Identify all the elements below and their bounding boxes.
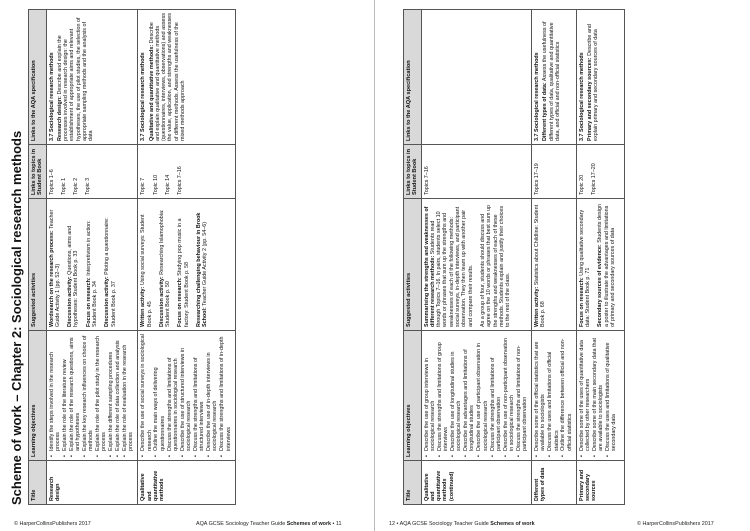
page-number-right: 12 • xyxy=(389,521,399,527)
activities-cell xyxy=(421,199,532,331)
topics-cell xyxy=(46,145,138,199)
spec-cell xyxy=(46,10,138,145)
spec-subheading: Research design: xyxy=(56,96,63,141)
activity-label: Discussion activity: xyxy=(67,276,74,327)
table-body-left xyxy=(46,10,235,505)
topic-link: Topics 17–20 xyxy=(590,163,597,195)
table-body-right xyxy=(421,10,625,505)
spec-text: Describe and explain qualitative and quantitative methods (questionnaires, interviews, observations) and assess the value, application, and strengths and weaknesses of different methods. Assess the usefulness of the mixed methods approach xyxy=(148,13,186,141)
objective-item: • Identify the steps involved in the research process xyxy=(49,334,62,457)
learning-objectives-cell xyxy=(421,331,532,461)
col-header-title: Title xyxy=(29,461,47,505)
activity-text: Teacher Guide Activity 2 (pp. 54–6) xyxy=(202,221,209,308)
footer-copyright-right: © HarperCollinsPublishers 2017 xyxy=(637,521,714,527)
objectives-list xyxy=(534,334,573,457)
activity-text: Using social surveys: Student Book p. 45 xyxy=(140,214,153,327)
topic-link: Topics 7–16 xyxy=(423,166,430,195)
col-header-activities: Suggested activities xyxy=(404,199,422,331)
activity-label: Focus on research: xyxy=(177,277,184,327)
objective-item: • Describe some of the main secondary data that are available to sociologists xyxy=(592,334,605,457)
spec-body xyxy=(542,13,561,141)
activity-item xyxy=(86,202,99,327)
topic-link: Topic 14 xyxy=(164,174,171,195)
row-title: Primary and secondary sources xyxy=(576,461,624,505)
topic-link: Topic 2 xyxy=(73,177,80,195)
activity-label: Written activity: xyxy=(140,286,147,327)
footer-section-name: Schemes of work xyxy=(286,521,332,527)
objective-item: • Discuss the strengths and limitations of non-participant observation xyxy=(516,334,529,457)
activity-item xyxy=(140,202,153,327)
spec-cell xyxy=(532,10,577,145)
table-row xyxy=(576,10,624,505)
objective-item: • Describe the use of non-participant observation in sociological research xyxy=(503,334,516,457)
activity-label: Discussion activity: xyxy=(158,276,165,327)
objective-item: • Discuss the strengths and limitations of in-depth interviews xyxy=(219,334,232,457)
right-page xyxy=(375,0,750,531)
objective-item: • Describe the use of longitudinal studies in sociological research xyxy=(450,334,463,457)
objective-item: • Explain the role of the research questions, aims and hypotheses xyxy=(69,334,82,457)
row-title: Qualitative and quantitative methods xyxy=(138,461,235,505)
footer-book-name: AQA GCSE Sociology Teacher Guide xyxy=(399,521,491,527)
activity-text: Using qualitative secondary data: Student Book p. 71 xyxy=(578,209,591,327)
objective-item: • Explain the role of evaluation in the research process xyxy=(122,334,135,457)
learning-objectives-cell xyxy=(532,331,577,461)
objective-item: • Describe some of the official statistics that are available to sociologists xyxy=(534,334,547,457)
topic-link: Topic 10 xyxy=(152,174,159,195)
activity-label: Written activity: xyxy=(534,286,541,327)
objectives-list xyxy=(579,334,618,457)
spec-cell xyxy=(576,10,624,145)
objectives-list xyxy=(140,334,232,457)
spec-subheading: Different types of data: xyxy=(542,82,549,141)
col-header-topics: Links to topics in Student Book xyxy=(404,145,422,199)
objective-item: • Outline the difference between official and non-official statistics xyxy=(560,334,573,457)
spec-subheading: Primary and secondary sources: xyxy=(586,57,593,141)
objective-item: • Explain the role of the pilot study in the research process xyxy=(95,334,108,457)
activity-item xyxy=(480,202,511,327)
activity-text: Researching Islamophobia: Student Book p. 50 xyxy=(158,209,172,327)
activity-text: Piloting a questionnaire: Student Book p. 37 xyxy=(104,217,117,327)
footer-book-name: AQA GCSE Sociology Teacher Guide xyxy=(196,521,287,527)
objective-item: • Describe some of the uses of quantitative data collected by other researchers xyxy=(579,334,592,457)
objective-item: • Describe the use of structured interviews in sociological research xyxy=(180,334,193,457)
spec-text: Describe and explain primary and secondary sources of data xyxy=(586,24,600,141)
spec-body xyxy=(149,13,187,141)
learning-objectives-cell xyxy=(46,331,138,461)
activities-cell xyxy=(532,199,577,331)
col-header-spec: Links to the AQA specification xyxy=(404,10,422,145)
row-title: Qualitative and quantitative methods (continued) xyxy=(421,461,532,505)
page-number-left: • 11 xyxy=(332,521,342,527)
objectives-list xyxy=(49,334,135,457)
scheme-table-left xyxy=(28,9,236,505)
footer-copyright-left: © HarperCollinsPublishers 2017 xyxy=(14,521,91,527)
topic-link: Topic 7 xyxy=(140,177,147,195)
activity-text: Interpretivism in action: Student Book p. 34 xyxy=(85,220,99,327)
activity-item xyxy=(579,202,592,327)
table-header-row xyxy=(404,10,422,505)
col-header-objectives: Learning objectives xyxy=(404,331,422,461)
activity-label: Summarising the strengths and weaknesses of different research methods: xyxy=(423,206,436,327)
objective-item: • Discuss the strengths and limitations of structured interviews xyxy=(193,334,206,457)
footer-book-title-right xyxy=(389,521,535,527)
spec-subheading: Qualitative and quantitative methods: xyxy=(148,44,155,141)
activity-text: Students read through Topics 7–16. In pairs, students select 10 words or phrases that sum up the strengths and weaknesses of each of the following methods: social surveys, in-depth interviews, and participant observation. They then team up with another pair and compare their results. xyxy=(429,206,474,327)
objective-item: • Describe the use of in-depth interviews in sociological research xyxy=(206,334,219,457)
spec-body xyxy=(57,13,95,141)
activity-item xyxy=(104,202,117,327)
objective-item: • Explain the different sampling procedures xyxy=(108,334,114,457)
activity-label: Researching challenging behaviour in Brook School: xyxy=(195,212,209,327)
activity-text: Students design a poster to illustrate the advantages and limitations of primary and secondary sources of data xyxy=(597,204,616,327)
right-rotated-content xyxy=(383,10,735,505)
chapter-heading: Scheme of work – Chapter 2: Sociological research methods xyxy=(9,130,24,505)
activity-item xyxy=(49,202,62,327)
objective-item: • Discuss the strengths and limitations of questionnaires in sociological research xyxy=(167,334,180,457)
spec-title: 3.7 Sociological research methods xyxy=(578,52,585,141)
objective-item: • Explain the key research influences on choice of methods xyxy=(82,334,95,457)
objective-item: • Describe the use of participant observation in sociological research xyxy=(476,334,489,457)
activities-cell xyxy=(576,199,624,331)
table-header-row xyxy=(29,10,47,505)
objective-item: • Discuss the uses and limitations of qualitative secondary data xyxy=(605,334,618,457)
objective-item: • Discuss the strengths and limitations of group interviews xyxy=(437,334,450,457)
objective-item: • Describe the use of group interviews in sociological research xyxy=(424,334,437,457)
objective-item: • Describe the advantages and limitations of longitudinal studies xyxy=(463,334,476,457)
activities-cell xyxy=(138,199,235,331)
topics-cell xyxy=(532,145,577,199)
objectives-list xyxy=(424,334,529,457)
topics-cell xyxy=(421,145,532,199)
activity-text: Questions, aims and hypotheses: Student Book p. 33 xyxy=(67,225,80,327)
activity-text: Teacher Guide Activity 1 (pp. 52–3) xyxy=(48,209,61,327)
objective-item: • Discuss the strengths and limitations of participant observation xyxy=(490,334,503,457)
activity-item xyxy=(597,202,616,327)
footer-section-name: Schemes of work xyxy=(490,521,535,527)
topic-link: Topics 17–19 xyxy=(534,163,541,195)
spec-cell xyxy=(138,10,235,145)
activity-label: Focus on research: xyxy=(578,277,585,327)
activity-text: Statistics about Childline: Student Book p. 68 xyxy=(534,204,547,327)
col-header-title: Title xyxy=(404,461,422,505)
activity-item xyxy=(424,202,474,327)
table-row xyxy=(46,10,138,505)
topic-link: Topic 20 xyxy=(578,174,585,195)
col-header-spec: Links to the AQA specification xyxy=(29,10,47,145)
activity-item xyxy=(534,202,547,327)
row-title: Different types of data xyxy=(532,461,577,505)
objective-item: • Outline the main ways of delivering questionnaires xyxy=(153,334,166,457)
objective-item: • Explain the role of data collection and analysis xyxy=(115,334,121,457)
learning-objectives-cell xyxy=(576,331,624,461)
topics-cell xyxy=(576,145,624,199)
activity-label: Secondary sources of evidence: xyxy=(597,244,604,327)
activity-item xyxy=(67,202,80,327)
activity-item xyxy=(177,202,190,327)
spec-title: 3.7 Sociological research methods xyxy=(534,52,541,141)
objective-item: • Describe the use of social surveys in sociological research xyxy=(140,334,153,457)
spec-body xyxy=(587,13,600,141)
table-row xyxy=(532,10,577,505)
activity-label: Discussion activity: xyxy=(104,276,111,327)
row-title: Research design xyxy=(46,461,138,505)
spec-text: Describe and explain the processes involved in research design: the establishment of appropriate aims and relevant hypotheses, the use of pilot studies, the selection of appropriate sampling methods and the analysis of data xyxy=(56,17,95,141)
spec-title: 3.7 Sociological research methods xyxy=(48,52,55,141)
col-header-objectives: Learning objectives xyxy=(29,331,47,461)
right-heading-spacer xyxy=(383,10,403,505)
spec-title: 3.7 Sociological research methods xyxy=(140,52,147,141)
learning-objectives-cell xyxy=(138,331,235,461)
activity-item xyxy=(196,202,209,327)
activity-item xyxy=(159,202,172,327)
activities-cell xyxy=(46,199,138,331)
footer-book-title-left xyxy=(196,521,342,527)
topic-link: Topics 7–16 xyxy=(177,166,184,195)
spec-cell xyxy=(421,10,532,145)
topic-link: Topic 1 xyxy=(60,177,67,195)
topics-cell xyxy=(138,145,235,199)
activity-label: Wordsearch on the research process: xyxy=(48,230,55,327)
spec-text: Assess the usefulness of different types of data, qualitative and quantitative data, and official and non-official statistics xyxy=(542,21,561,141)
objective-item: • Discuss the uses and limitations of official statistics xyxy=(547,334,560,457)
col-header-activities: Suggested activities xyxy=(29,199,47,331)
activity-label: Focus on research: xyxy=(85,277,92,327)
topic-link: Topics 1–6 xyxy=(48,169,55,195)
activity-text: As a group of four, students should discuss and agree on the 10 words or phrases that best sum up the strengths and weaknesses of each of these methods. Students explain and justify their choices to the rest of the class. xyxy=(479,205,512,327)
topic-link: Topic 3 xyxy=(85,177,92,195)
table-row xyxy=(138,10,235,505)
col-header-topics: Links to topics in Student Book xyxy=(29,145,47,199)
activity-text: Studying pop music in a factory: Student Book p. 58 xyxy=(177,218,190,327)
table-row xyxy=(421,10,532,505)
left-rotated-content xyxy=(8,10,360,505)
scheme-table-right xyxy=(403,9,625,505)
objective-item: • Explain the role of the literature review xyxy=(62,334,68,457)
